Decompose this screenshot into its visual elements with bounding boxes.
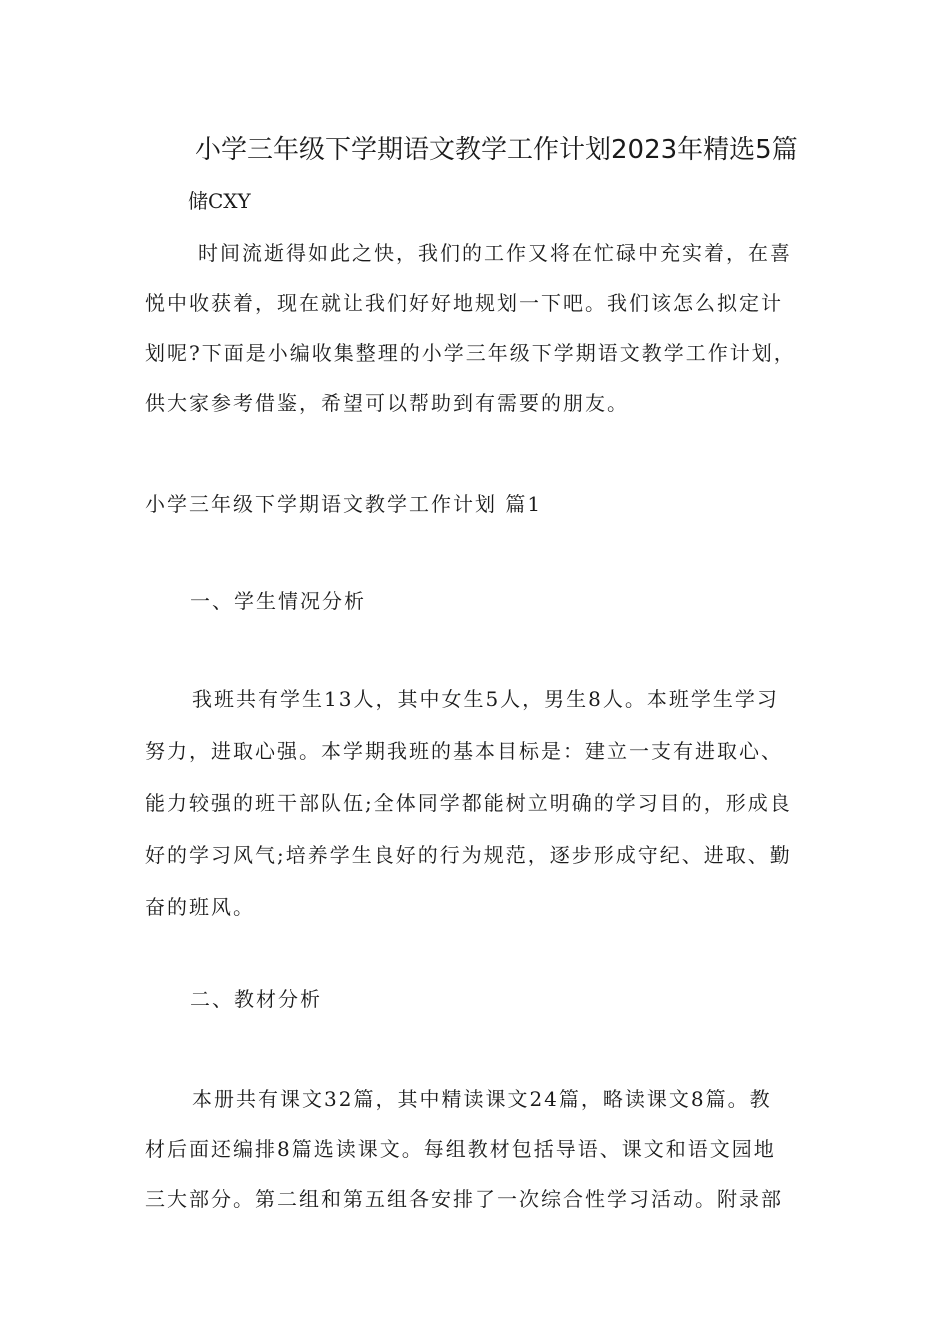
intro-line: 供大家参考借鉴，希望可以帮助到有需要的朋友。 — [145, 391, 629, 415]
author-line: 储CXY — [188, 189, 251, 213]
subheading-textbook-analysis: 二、教材分析 — [190, 987, 322, 1011]
textbook-analysis-paragraph — [145, 1080, 810, 1230]
paragraph-line: 本册共有课文32篇，其中精读课文24篇，略读课文8篇。教 — [192, 1087, 772, 1111]
student-analysis-paragraph — [145, 680, 810, 940]
paragraph-line: 我班共有学生13人，其中女生5人，男生8人。本班学生学习 — [192, 687, 779, 711]
document-title: 小学三年级下学期语文教学工作计划2023年精选5篇 — [195, 135, 798, 165]
section-heading: 小学三年级下学期语文教学工作计划 篇1 — [145, 492, 543, 516]
intro-paragraph — [145, 234, 810, 434]
paragraph-line: 奋的班风。 — [145, 895, 255, 919]
intro-line: 悦中收获着，现在就让我们好好地规划一下吧。我们该怎么拟定计 — [145, 291, 783, 315]
intro-line: 划呢?下面是小编收集整理的小学三年级下学期语文教学工作计划， — [145, 341, 796, 365]
paragraph-line: 努力，进取心强。本学期我班的基本目标是：建立一支有进取心、 — [145, 739, 783, 763]
paragraph-line: 能力较强的班干部队伍;全体同学都能树立明确的学习目的，形成良 — [145, 791, 792, 815]
paragraph-line: 好的学习风气;培养学生良好的行为规范，逐步形成守纪、进取、勤 — [145, 843, 792, 867]
paragraph-line: 三大部分。第二组和第五组各安排了一次综合性学习活动。附录部 — [145, 1187, 783, 1211]
subheading-student-analysis: 一、学生情况分析 — [190, 589, 366, 613]
intro-line: 时间流逝得如此之快，我们的工作又将在忙碌中充实着，在喜 — [198, 241, 792, 265]
paragraph-line: 材后面还编排8篇选读课文。每组教材包括导语、课文和语文园地 — [145, 1137, 776, 1161]
